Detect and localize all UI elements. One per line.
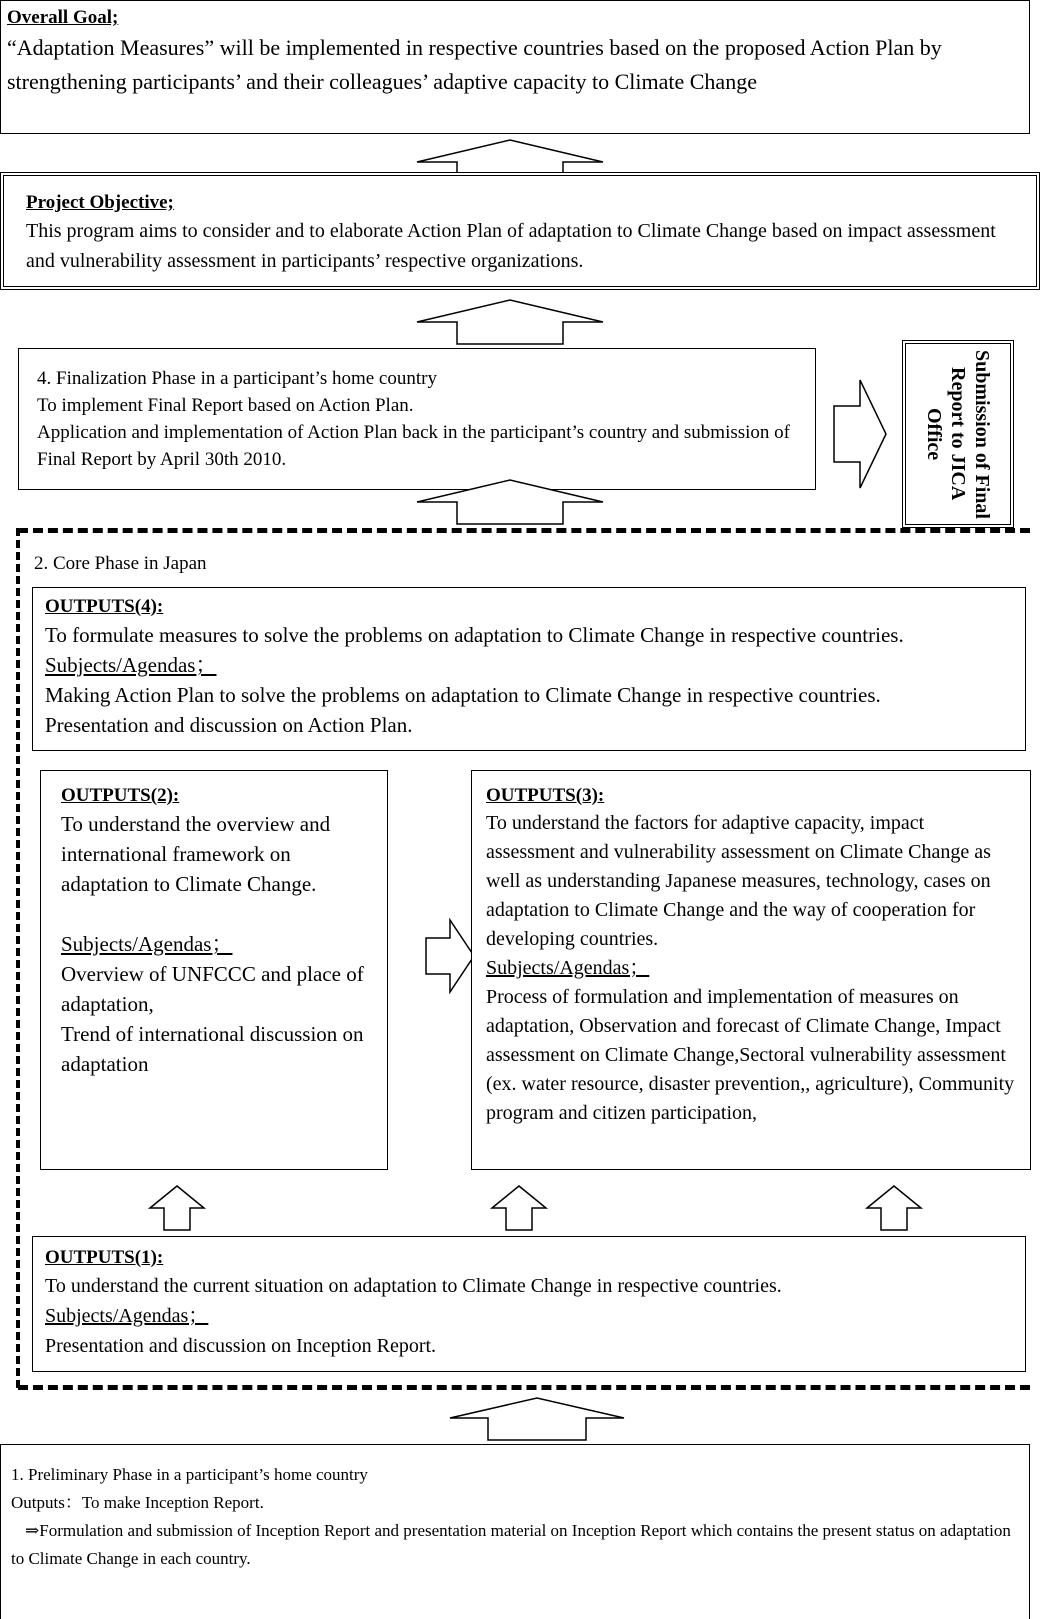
outputs4-text: To formulate measures to solve the problems on adaptation to Climate Change in respective countries. xyxy=(45,623,904,647)
outputs2-line: Trend of international discussion on adaptation xyxy=(61,1022,364,1076)
up-arrow-icon xyxy=(415,478,605,526)
submission-box xyxy=(902,340,1014,528)
up-arrow-icon xyxy=(448,1396,626,1442)
finalization-phase-box xyxy=(18,348,816,490)
phase4-line: To implement Final Report based on Action Plan. xyxy=(37,395,414,416)
core-phase-label: 2. Core Phase in Japan xyxy=(34,553,207,574)
phase4-line: Application and implementation of Action Plan back in the participant’s country and submission of Final Report by April 30th 2010. xyxy=(37,422,790,470)
core-phase-border-left xyxy=(16,528,20,1388)
core-phase-border-top xyxy=(18,528,1030,533)
up-arrow-icon xyxy=(415,298,605,346)
overall-goal-box xyxy=(0,0,1030,134)
outputs2-text: To understand the overview and international framework on adaptation to Climate Change. xyxy=(61,812,331,896)
outputs3-box xyxy=(471,770,1031,1170)
project-objective-title: Project Objective; xyxy=(26,192,174,213)
outputs4-title: OUTPUTS(4): xyxy=(45,596,164,617)
overall-goal-title: Overall Goal; xyxy=(7,7,119,28)
preliminary-phase-box xyxy=(0,1444,1030,1619)
outputs1-subjects-label: Subjects/Agendas； xyxy=(45,1305,209,1327)
project-objective-text: This program aims to consider and to elaborate Action Plan of adaptation to Climate Change based on impact assessment and vulnerability assessment in participants’ respective organizations. xyxy=(26,220,996,272)
outputs4-line: Making Action Plan to solve the problems on adaptation to Climate Change in respective countries. xyxy=(45,683,881,707)
phase1-title: 1. Preliminary Phase in a participant’s home country xyxy=(11,1465,368,1484)
outputs2-line: Overview of UNFCCC and place of adaptation, xyxy=(61,962,364,1016)
outputs1-box xyxy=(32,1236,1026,1372)
submission-text: Submission of Final Report to JICA Office xyxy=(923,349,993,519)
outputs1-text: To understand the current situation on adaptation to Climate Change in respective countries. xyxy=(45,1275,782,1297)
project-objective-box xyxy=(0,172,1040,290)
outputs3-subjects-label: Subjects/Agendas； xyxy=(486,957,650,979)
overall-goal-text: “Adaptation Measures” will be implemented in respective countries based on the proposed Action Plan by strengthening participants’ and their colleagues’ adaptive capacity to Climate Change xyxy=(7,35,942,94)
outputs4-line: Presentation and discussion on Action Plan. xyxy=(45,713,413,737)
outputs3-body: Process of formulation and implementation of measures on adaptation, Observation and forecast of Climate Change, Impact assessment on Climate Change,Sectoral vulnerability assessment (ex. water resource, disaster prevention,, agriculture), Community program and citizen participation, xyxy=(486,986,1015,1124)
phase4-title: 4. Finalization Phase in a participant’s home country xyxy=(37,368,437,389)
up-arrow-icon xyxy=(148,1184,206,1232)
outputs3-title: OUTPUTS(3): xyxy=(486,785,605,806)
outputs1-line: Presentation and discussion on Inception Report. xyxy=(45,1335,437,1357)
phase1-line: Outputs：To make Inception Report. xyxy=(11,1493,264,1512)
outputs3-text: To understand the factors for adaptive capacity, impact assessment and vulnerability assessment on Climate Change as well as understanding Japanese measures, technology, cases on adaptation to Climate Change and the way of cooperation for developing countries. xyxy=(486,812,991,950)
outputs4-subjects-label: Subjects/Agendas； xyxy=(45,653,217,677)
outputs2-box xyxy=(40,770,388,1170)
right-arrow-icon xyxy=(424,918,476,994)
core-phase-border-bottom xyxy=(18,1385,1030,1390)
right-arrow-icon xyxy=(832,378,888,490)
outputs2-subjects-label: Subjects/Agendas； xyxy=(61,932,233,956)
phase1-line: ⇒Formulation and submission of Inception Report and presentation material on Inception Report which contains the present status on adaptation to Climate Change in each country. xyxy=(11,1521,1011,1568)
outputs4-box xyxy=(32,587,1026,751)
up-arrow-icon xyxy=(490,1184,548,1232)
outputs2-title: OUTPUTS(2): xyxy=(61,785,180,806)
outputs1-title: OUTPUTS(1): xyxy=(45,1247,164,1268)
up-arrow-icon xyxy=(865,1184,923,1232)
